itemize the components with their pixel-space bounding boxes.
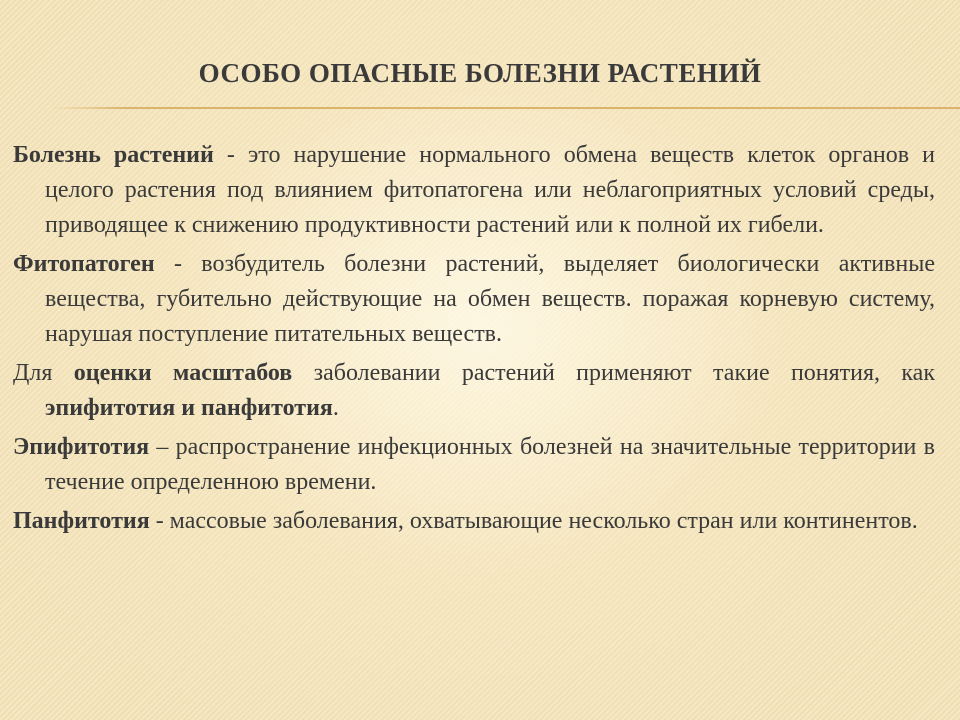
term-scale-assessment: оценки масштабов <box>73 360 293 386</box>
definition-phytopathogen: - возбудитель болезни растений, выделяет биологически активные вещества, губительно действующие на обмен веществ. поражая корневую систему, нарушая поступление питательных веществ. <box>45 251 935 347</box>
paragraph-plant-disease <box>13 138 935 243</box>
paragraph-epiphytotic <box>13 430 935 500</box>
term-epi-pan: эпифитотия и панфитотия <box>45 395 333 421</box>
term-plant-disease: Болезнь растений <box>13 142 214 168</box>
paragraph-phytopathogen <box>13 247 935 352</box>
definition-panphytotic: - массовые заболевания, охватывающие несколько стран или континентов. <box>149 508 918 534</box>
slide-title: ОСОБО ОПАСНЫЕ БОЛЕЗНИ РАСТЕНИЙ <box>198 58 762 88</box>
term-phytopathogen: Фитопатоген <box>13 251 155 277</box>
scale-tail-text: . <box>332 395 339 421</box>
definition-epiphytotic: – распространение инфекционных болезней на значительные территории в течение определенною времени. <box>45 434 935 495</box>
scale-middle-text: заболевании растений применяют такие понятия, как <box>292 360 935 386</box>
scale-lead-text: Для <box>13 360 74 386</box>
slide-content <box>13 138 935 543</box>
term-epiphytotic: Эпифитотия <box>13 434 150 460</box>
title-divider <box>52 107 960 109</box>
term-panphytotic: Панфитотия <box>13 508 150 534</box>
paragraph-panphytotic <box>13 504 935 539</box>
definition-plant-disease: - это нарушение нормального обмена веществ клеток органов и целого растения под влиянием фитопатогена или неблагоприятных условий среды, приводящее к снижению продуктивности растений или к полной их гибели. <box>45 142 935 238</box>
paragraph-scale-assessment <box>13 356 935 426</box>
